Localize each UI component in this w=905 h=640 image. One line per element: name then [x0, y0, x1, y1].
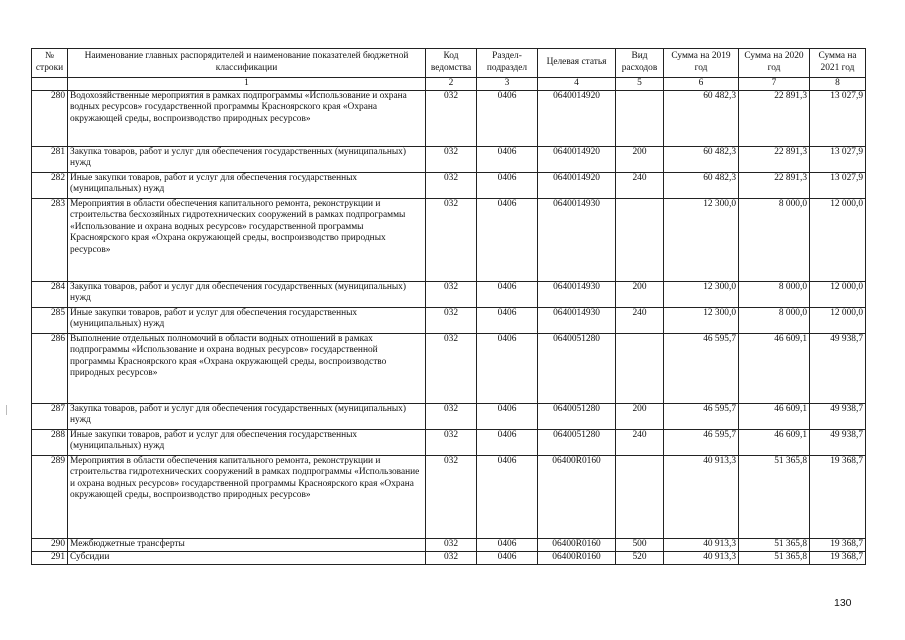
column-number: 7: [739, 78, 810, 91]
table-row: [32, 403, 866, 429]
header-sum-2020: Сумма на 2020 год: [739, 49, 810, 78]
row-target: 0640014920: [538, 146, 616, 172]
row-number: 283: [32, 198, 68, 281]
row-section: 0406: [477, 90, 538, 146]
row-sum-2020: 46 609,1: [739, 333, 810, 403]
row-section: 0406: [477, 172, 538, 198]
row-expense-type: [616, 90, 664, 146]
row-number: 281: [32, 146, 68, 172]
row-name: Водохозяйственные мероприятия в рамках подпрограммы «Использование и охрана водных ресурсов» государственной программы Красноярского края «Охрана окружающей среды, воспроизводство природных ресурсов»: [68, 90, 426, 146]
row-number: 284: [32, 281, 68, 307]
table-row: [32, 146, 866, 172]
table-row: [32, 538, 866, 551]
row-dept-code: 032: [426, 551, 477, 564]
row-sum-2021: 12 000,0: [810, 307, 866, 333]
row-dept-code: 032: [426, 172, 477, 198]
header-section: Раздел-подраздел: [477, 49, 538, 78]
row-section: 0406: [477, 551, 538, 564]
row-sum-2019: 46 595,7: [664, 333, 739, 403]
row-sum-2020: 22 891,3: [739, 172, 810, 198]
row-sum-2019: 12 300,0: [664, 307, 739, 333]
row-expense-type: 500: [616, 538, 664, 551]
header-expense-type: Вид расходов: [616, 49, 664, 78]
row-name: Выполнение отдельных полномочий в области водных отношений в рамках подпрограммы «Использование и охрана водных ресурсов» государственной программы Красноярского края «Охрана окружающей среды, воспроизводство природных ресурсов»: [68, 333, 426, 403]
row-expense-type: [616, 333, 664, 403]
row-number: 285: [32, 307, 68, 333]
row-expense-type: [616, 455, 664, 538]
row-dept-code: 032: [426, 307, 477, 333]
column-number-row: [32, 78, 866, 91]
row-dept-code: 032: [426, 333, 477, 403]
row-expense-type: [616, 198, 664, 281]
column-number: 3: [477, 78, 538, 91]
row-name: Мероприятия в области обеспечения капитального ремонта, реконструкции и строительства бесхозяйных гидротехнических сооружений в рамках подпрограммы «Использование и охрана водных ресурсов» государственной программы Красноярского края «Охрана окружающей среды, воспроизводство природных ресурсов»: [68, 198, 426, 281]
header-target: Целевая статья: [538, 49, 616, 78]
row-sum-2021: 13 027,9: [810, 146, 866, 172]
header-name: Наименование главных распорядителей и наименование показателей бюджетной классификации: [68, 49, 426, 78]
column-number: [32, 78, 68, 91]
row-dept-code: 032: [426, 90, 477, 146]
row-section: 0406: [477, 403, 538, 429]
row-sum-2019: 12 300,0: [664, 198, 739, 281]
row-name: Закупка товаров, работ и услуг для обеспечения государственных (муниципальных) нужд: [68, 146, 426, 172]
row-sum-2020: 22 891,3: [739, 90, 810, 146]
row-name: Закупка товаров, работ и услуг для обеспечения государственных (муниципальных) нужд: [68, 403, 426, 429]
row-sum-2019: 60 482,3: [664, 146, 739, 172]
row-sum-2019: 12 300,0: [664, 281, 739, 307]
table-row: [32, 198, 866, 281]
row-name: Иные закупки товаров, работ и услуг для обеспечения государственных (муниципальных) нужд: [68, 307, 426, 333]
row-sum-2021: 19 368,7: [810, 455, 866, 538]
table-body: [32, 49, 866, 565]
page-number: 130: [834, 597, 852, 609]
row-section: 0406: [477, 455, 538, 538]
row-expense-type: 200: [616, 146, 664, 172]
row-section: 0406: [477, 146, 538, 172]
table-row: [32, 551, 866, 564]
table-row: [32, 90, 866, 146]
row-sum-2021: 49 938,7: [810, 333, 866, 403]
row-sum-2021: 19 368,7: [810, 538, 866, 551]
scan-artifact: [6, 405, 7, 415]
row-expense-type: 240: [616, 172, 664, 198]
row-sum-2021: 12 000,0: [810, 198, 866, 281]
column-number: 8: [810, 78, 866, 91]
budget-sheet: [31, 48, 866, 565]
row-section: 0406: [477, 333, 538, 403]
row-sum-2019: 46 595,7: [664, 403, 739, 429]
row-target: 06400R0160: [538, 455, 616, 538]
row-dept-code: 032: [426, 538, 477, 551]
row-number: 287: [32, 403, 68, 429]
row-sum-2019: 40 913,3: [664, 551, 739, 564]
row-sum-2020: 8 000,0: [739, 198, 810, 281]
row-number: 286: [32, 333, 68, 403]
table-row: [32, 429, 866, 455]
row-sum-2020: 51 365,8: [739, 538, 810, 551]
row-sum-2021: 12 000,0: [810, 281, 866, 307]
row-sum-2021: 49 938,7: [810, 429, 866, 455]
row-sum-2020: 8 000,0: [739, 281, 810, 307]
column-number: 1: [68, 78, 426, 91]
row-name: Иные закупки товаров, работ и услуг для обеспечения государственных (муниципальных) нужд: [68, 429, 426, 455]
row-section: 0406: [477, 538, 538, 551]
row-target: 0640014930: [538, 307, 616, 333]
row-target: 0640051280: [538, 429, 616, 455]
row-target: 0640014930: [538, 281, 616, 307]
table-row: [32, 281, 866, 307]
table-row: [32, 307, 866, 333]
column-number: 2: [426, 78, 477, 91]
row-sum-2020: 8 000,0: [739, 307, 810, 333]
row-sum-2020: 46 609,1: [739, 403, 810, 429]
column-number: 5: [616, 78, 664, 91]
row-dept-code: 032: [426, 429, 477, 455]
row-target: 0640014930: [538, 198, 616, 281]
row-section: 0406: [477, 198, 538, 281]
row-target: 06400R0160: [538, 551, 616, 564]
row-target: 0640051280: [538, 403, 616, 429]
table-row: [32, 455, 866, 538]
row-dept-code: 032: [426, 146, 477, 172]
row-sum-2020: 46 609,1: [739, 429, 810, 455]
row-sum-2021: 49 938,7: [810, 403, 866, 429]
row-sum-2021: 19 368,7: [810, 551, 866, 564]
row-expense-type: 520: [616, 551, 664, 564]
row-sum-2019: 60 482,3: [664, 172, 739, 198]
row-name: Закупка товаров, работ и услуг для обеспечения государственных (муниципальных) нужд: [68, 281, 426, 307]
row-number: 280: [32, 90, 68, 146]
row-number: 288: [32, 429, 68, 455]
row-target: 0640051280: [538, 333, 616, 403]
row-section: 0406: [477, 281, 538, 307]
row-sum-2020: 51 365,8: [739, 455, 810, 538]
column-number: 6: [664, 78, 739, 91]
row-section: 0406: [477, 307, 538, 333]
header-sum-2019: Сумма на 2019 год: [664, 49, 739, 78]
header-dept-code: Код ведомства: [426, 49, 477, 78]
row-section: 0406: [477, 429, 538, 455]
table-row: [32, 333, 866, 403]
row-sum-2019: 46 595,7: [664, 429, 739, 455]
row-target: 0640014920: [538, 90, 616, 146]
row-number: 289: [32, 455, 68, 538]
row-expense-type: 240: [616, 429, 664, 455]
header-sum-2021: Сумма на 2021 год: [810, 49, 866, 78]
row-sum-2021: 13 027,9: [810, 172, 866, 198]
row-dept-code: 032: [426, 455, 477, 538]
column-number: 4: [538, 78, 616, 91]
header-row: [32, 49, 866, 78]
row-name: Мероприятия в области обеспечения капитального ремонта, реконструкции и строительства гидротехнических сооружений в рамках подпрограммы «Использование и охрана водных ресурсов» государственной программы Красноярского края «Охрана окружающей среды, воспроизводство природных ресурсов»: [68, 455, 426, 538]
row-name: Межбюджетные трансферты: [68, 538, 426, 551]
row-expense-type: 200: [616, 281, 664, 307]
row-sum-2019: 40 913,3: [664, 538, 739, 551]
row-number: 291: [32, 551, 68, 564]
row-dept-code: 032: [426, 198, 477, 281]
budget-table: [31, 48, 866, 565]
row-name: Иные закупки товаров, работ и услуг для обеспечения государственных (муниципальных) нужд: [68, 172, 426, 198]
row-number: 282: [32, 172, 68, 198]
row-dept-code: 032: [426, 403, 477, 429]
row-expense-type: 200: [616, 403, 664, 429]
row-target: 06400R0160: [538, 538, 616, 551]
row-target: 0640014920: [538, 172, 616, 198]
row-sum-2021: 13 027,9: [810, 90, 866, 146]
table-row: [32, 172, 866, 198]
header-row-no: № строки: [32, 49, 68, 78]
row-sum-2019: 40 913,3: [664, 455, 739, 538]
row-name: Субсидии: [68, 551, 426, 564]
row-dept-code: 032: [426, 281, 477, 307]
row-number: 290: [32, 538, 68, 551]
row-expense-type: 240: [616, 307, 664, 333]
row-sum-2020: 22 891,3: [739, 146, 810, 172]
row-sum-2020: 51 365,8: [739, 551, 810, 564]
row-sum-2019: 60 482,3: [664, 90, 739, 146]
